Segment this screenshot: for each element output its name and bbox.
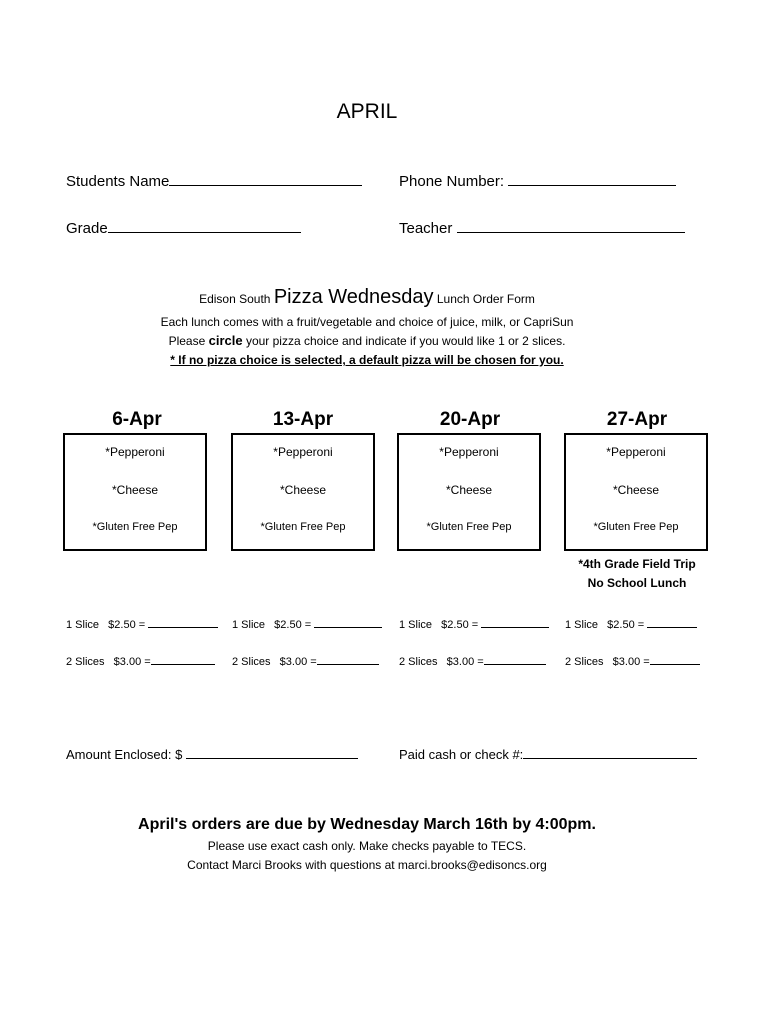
date-13-apr: 13-Apr	[272, 409, 334, 430]
one-slice-label: 1 Slice $2.50 =	[565, 619, 645, 631]
pizza-box-20-apr	[397, 433, 541, 551]
paid-by-label: Paid cash or check #:	[399, 747, 524, 762]
two-slices-blank[interactable]	[151, 652, 215, 665]
form-heading	[0, 286, 734, 309]
phone-blank[interactable]	[508, 170, 676, 186]
event-name: Pizza Wednesday	[273, 286, 434, 308]
option-pepperoni[interactable]: *Pepperoni	[439, 445, 499, 459]
two-slices-label: 2 Slices $3.00 =	[66, 656, 151, 668]
grade-field[interactable]	[66, 217, 301, 237]
paid-by-blank[interactable]	[523, 745, 697, 759]
one-slice-blank[interactable]	[481, 615, 549, 628]
one-slice-blank[interactable]	[148, 615, 218, 628]
grade-label: Grade	[66, 220, 108, 237]
paid-by-field[interactable]	[399, 745, 697, 762]
one-slice-label: 1 Slice $2.50 =	[399, 619, 479, 631]
two-slices-20-apr[interactable]	[399, 652, 546, 668]
intro-line-1: Each lunch comes with a fruit/vegetable and choice of juice, milk, or CapriSun	[160, 315, 574, 329]
cash-notice: Please use exact cash only. Make checks payable to TECS.	[207, 839, 527, 853]
one-slice-label: 1 Slice $2.50 =	[66, 619, 146, 631]
one-slice-blank[interactable]	[647, 615, 697, 628]
student-name-field[interactable]	[66, 170, 362, 190]
two-slices-13-apr[interactable]	[232, 652, 379, 668]
pizza-box-27-apr	[564, 433, 708, 551]
grade-blank[interactable]	[108, 217, 301, 233]
teacher-label: Teacher	[399, 220, 453, 237]
contact-line: Contact Marci Brooks with questions at marci.brooks@edisoncs.org	[187, 858, 547, 872]
two-slices-blank[interactable]	[650, 652, 700, 665]
field-trip-note	[563, 555, 711, 593]
two-slices-blank[interactable]	[484, 652, 546, 665]
default-warning: * If no pizza choice is selected, a default pizza will be chosen for you.	[170, 353, 564, 367]
student-name-blank[interactable]	[169, 170, 362, 186]
intro-line-2-post: your pizza choice and indicate if you would like 1 or 2 slices.	[245, 334, 566, 348]
intro-line-2	[0, 333, 734, 348]
amount-enclosed-field[interactable]	[66, 745, 358, 762]
option-pepperoni[interactable]: *Pepperoni	[606, 445, 666, 459]
intro-circle-word: circle	[208, 333, 243, 348]
option-pepperoni[interactable]: *Pepperoni	[105, 445, 165, 459]
one-slice-6-apr[interactable]	[66, 615, 218, 631]
due-date-notice: April's orders are due by Wednesday March 16th by 4:00pm.	[138, 816, 596, 833]
form-name: Lunch Order Form	[436, 292, 535, 306]
pizza-box-13-apr	[231, 433, 375, 551]
field-trip-line: *4th Grade Field Trip	[578, 557, 696, 571]
option-gluten-free-pep[interactable]: *Gluten Free Pep	[260, 521, 346, 533]
two-slices-label: 2 Slices $3.00 =	[565, 656, 650, 668]
date-6-apr: 6-Apr	[112, 409, 162, 430]
amount-enclosed-label: Amount Enclosed: $	[66, 747, 183, 762]
pizza-box-6-apr	[63, 433, 207, 551]
two-slices-6-apr[interactable]	[66, 652, 215, 668]
option-cheese[interactable]: *Cheese	[111, 483, 159, 497]
school-name: Edison South	[199, 292, 271, 306]
option-cheese[interactable]: *Cheese	[612, 483, 660, 497]
date-20-apr: 20-Apr	[439, 409, 501, 430]
teacher-field[interactable]	[399, 217, 685, 237]
one-slice-13-apr[interactable]	[232, 615, 382, 631]
no-lunch-line: No School Lunch	[587, 576, 687, 590]
two-slices-27-apr[interactable]	[565, 652, 700, 668]
one-slice-27-apr[interactable]	[565, 615, 697, 631]
phone-field[interactable]	[399, 170, 676, 190]
two-slices-blank[interactable]	[317, 652, 379, 665]
two-slices-label: 2 Slices $3.00 =	[232, 656, 317, 668]
one-slice-20-apr[interactable]	[399, 615, 549, 631]
option-pepperoni[interactable]: *Pepperoni	[273, 445, 333, 459]
amount-enclosed-blank[interactable]	[186, 745, 358, 759]
one-slice-label: 1 Slice $2.50 =	[232, 619, 312, 631]
intro-line-2-pre: Please	[168, 334, 206, 348]
option-cheese[interactable]: *Cheese	[279, 483, 327, 497]
phone-label: Phone Number:	[399, 173, 505, 190]
one-slice-blank[interactable]	[314, 615, 382, 628]
page-title: APRIL	[336, 100, 398, 123]
option-gluten-free-pep[interactable]: *Gluten Free Pep	[426, 521, 512, 533]
date-27-apr: 27-Apr	[606, 409, 668, 430]
option-cheese[interactable]: *Cheese	[445, 483, 493, 497]
option-gluten-free-pep[interactable]: *Gluten Free Pep	[92, 521, 178, 533]
option-gluten-free-pep[interactable]: *Gluten Free Pep	[593, 521, 679, 533]
student-name-label: Students Name	[66, 173, 170, 190]
two-slices-label: 2 Slices $3.00 =	[399, 656, 484, 668]
teacher-blank[interactable]	[457, 217, 685, 233]
